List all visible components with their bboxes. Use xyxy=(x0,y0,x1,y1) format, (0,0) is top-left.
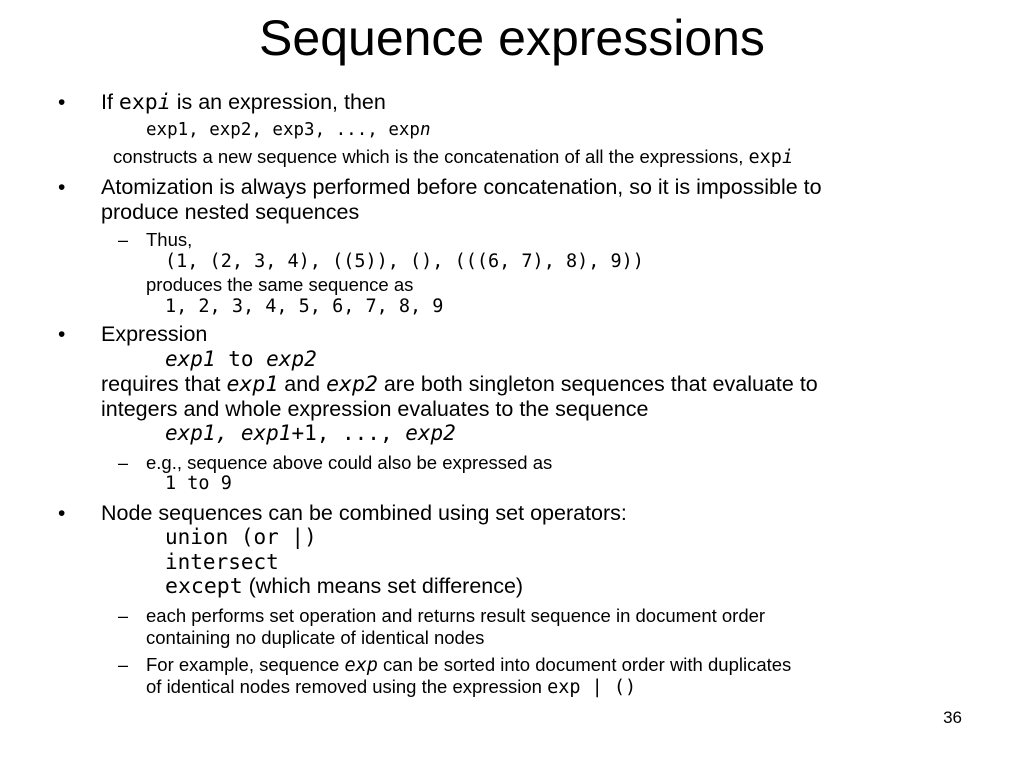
b3-seq-mid: 1, ..., xyxy=(304,421,406,445)
b3-seq-plus: + xyxy=(291,421,305,445)
b4-op-except-note: (which means set difference) xyxy=(242,574,524,598)
b1-note-text: constructs a new sequence which is the concatenation of all the expressions, xyxy=(113,146,749,167)
b1-sequence-code xyxy=(146,120,430,141)
dash-marker: – xyxy=(118,230,129,250)
b4-sub2-line2-prefix: of identical nodes removed using the expression xyxy=(146,676,548,697)
b3-seq-a: exp1, exp1 xyxy=(165,421,292,445)
dash-marker: – xyxy=(118,453,129,473)
b1-suffix: is an expression, then xyxy=(170,90,386,114)
b3-range-a: exp1 xyxy=(165,347,216,371)
b4-op-union: union (or |) xyxy=(165,525,317,549)
b3-range-to: to xyxy=(215,347,267,371)
bullet-marker: • xyxy=(58,91,66,114)
dash-marker: – xyxy=(118,606,129,626)
b1-line xyxy=(101,90,386,115)
b3-range-code xyxy=(165,347,317,371)
b4-label: Node sequences can be combined using set operators: xyxy=(101,501,627,525)
b2-produces: produces the same sequence as xyxy=(146,274,414,295)
b3-range-b: exp2 xyxy=(266,347,317,371)
b1-note-code: exp xyxy=(748,147,782,168)
b3-line2: integers and whole expression evaluates to the sequence xyxy=(101,397,649,421)
b1-seq-code: exp1, exp2, exp3, ..., exp xyxy=(146,120,420,140)
b4-op-except: except xyxy=(165,574,243,599)
slide-title: Sequence expressions xyxy=(259,10,765,66)
b4-sub2-line2 xyxy=(146,676,636,699)
b2-nested-code: (1, (2, 3, 4), ((5)), (), (((6, 7), 8), 9)) xyxy=(165,251,644,272)
b1-seq-var: n xyxy=(419,120,431,140)
dash-marker: – xyxy=(118,655,129,675)
b3-sequence-code xyxy=(165,421,456,445)
b3-req-suffix: are both singleton sequences that evaluate to xyxy=(377,372,818,396)
b4-sub2-line1 xyxy=(146,654,791,677)
b4-sub1-line2: containing no duplicate of identical nodes xyxy=(146,627,485,648)
b2-flat-code: 1, 2, 3, 4, 5, 6, 7, 8, 9 xyxy=(165,296,444,317)
bullet-marker: • xyxy=(58,176,66,199)
b3-seq-b: exp2 xyxy=(405,421,456,445)
b2-line1: Atomization is always performed before concatenation, so it is impossible to xyxy=(101,175,822,199)
b3-req-b: exp2 xyxy=(326,372,378,397)
b1-prefix: If xyxy=(101,90,119,114)
b4-op-except-line xyxy=(165,574,523,599)
page-number: 36 xyxy=(943,708,962,727)
b4-sub1-line1: each performs set operation and returns result sequence in document order xyxy=(146,605,766,626)
b4-sub2-suffix: can be sorted into document order with duplicates xyxy=(377,654,792,675)
bullet-marker: • xyxy=(58,502,66,525)
b4-sub2-prefix: For example, sequence xyxy=(146,654,345,675)
b3-eg-code: 1 to 9 xyxy=(165,473,232,494)
b3-req-a: exp1 xyxy=(226,372,279,397)
b1-note-var: i xyxy=(781,147,794,168)
b2-line2: produce nested sequences xyxy=(101,200,360,224)
b3-req-prefix: requires that xyxy=(101,372,227,396)
b3-requires xyxy=(101,372,818,397)
bullet-marker: • xyxy=(58,323,66,346)
b1-code-var: i xyxy=(157,90,171,115)
b3-eg: e.g., sequence above could also be expressed as xyxy=(146,452,553,473)
b4-op-intersect: intersect xyxy=(165,550,279,574)
b3-req-and: and xyxy=(278,372,327,396)
b1-code: exp xyxy=(118,90,158,115)
b1-note xyxy=(113,146,793,169)
b3-label: Expression xyxy=(101,322,208,346)
b4-sub2-code: exp xyxy=(344,655,378,676)
b4-sub2-line2-code: exp | () xyxy=(547,677,637,698)
b2-thus: Thus, xyxy=(146,229,193,250)
